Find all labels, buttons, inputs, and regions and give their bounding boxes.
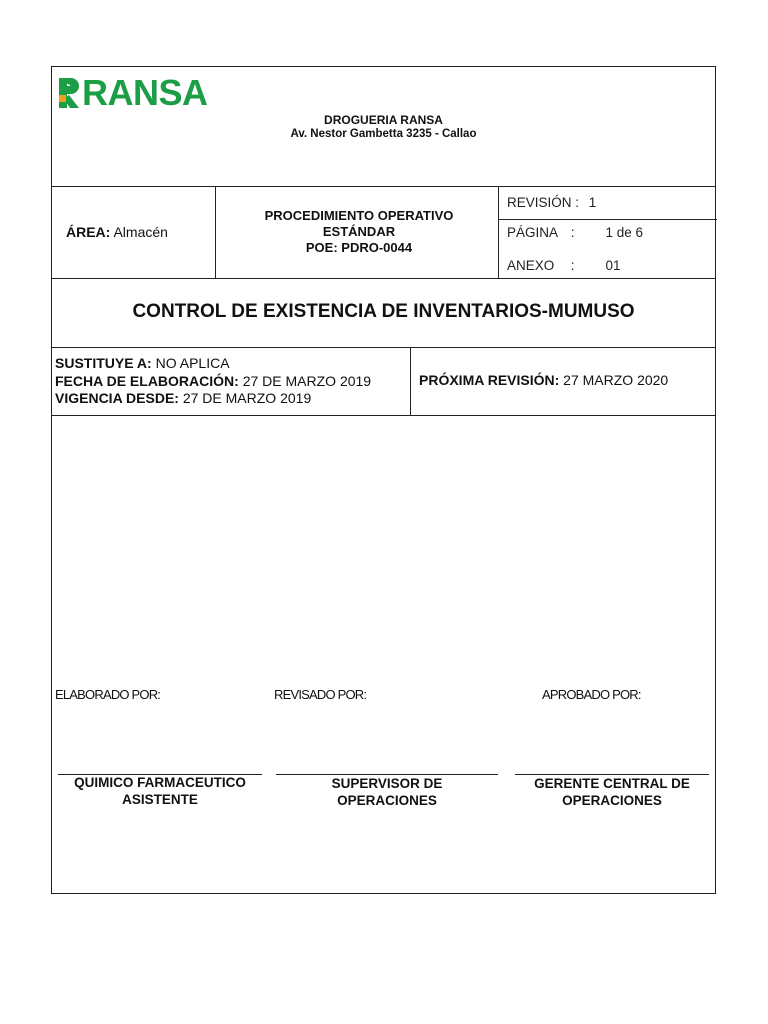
created-value: 27 DE MARZO 2019 xyxy=(242,372,372,389)
prepared-by-role-line: ASISTENTE xyxy=(122,792,198,807)
area-value: Almacén xyxy=(113,224,168,240)
document-frame xyxy=(51,66,716,894)
divider xyxy=(499,219,717,220)
annex-value: 01 xyxy=(605,258,621,273)
annex-separator: : xyxy=(570,258,575,273)
procedure-code: POE: PDRO-0044 xyxy=(305,240,413,255)
divider xyxy=(52,278,715,279)
created-row xyxy=(55,373,371,391)
next-revision-row xyxy=(419,372,668,388)
approved-by-role-line: GERENTE CENTRAL DE xyxy=(534,776,690,791)
replaces-value: NO APLICA xyxy=(155,355,230,371)
divider xyxy=(215,186,216,278)
prepared-by-role xyxy=(55,774,265,808)
revision-field xyxy=(507,195,596,210)
company-name: DROGUERIA RANSA xyxy=(324,113,443,127)
page-field xyxy=(507,225,643,240)
ransa-logo-icon xyxy=(58,77,80,109)
approved-by-role-line: OPERACIONES xyxy=(562,793,662,808)
divider xyxy=(52,415,715,416)
divider xyxy=(410,347,411,415)
metadata-block xyxy=(55,355,371,408)
prepared-by-role-line: QUIMICO FARMACEUTICO xyxy=(74,775,246,790)
area-field xyxy=(66,224,168,240)
area-label: ÁREA: xyxy=(66,224,111,240)
procedure-line: PROCEDIMIENTO OPERATIVO xyxy=(264,208,454,223)
approved-by-label: APROBADO POR: xyxy=(542,687,641,702)
next-revision-value: 27 MARZO 2020 xyxy=(563,372,669,388)
next-revision-label: PRÓXIMA REVISIÓN: xyxy=(419,372,560,388)
revision-label: REVISIÓN : xyxy=(507,195,580,210)
annex-field xyxy=(507,258,621,273)
page-value: 1 de 6 xyxy=(605,225,644,240)
created-label: FECHA DE ELABORACIÓN: xyxy=(55,372,239,389)
procedure-line: ESTÁNDAR xyxy=(322,224,396,239)
page-label: PÁGINA xyxy=(507,225,559,240)
valid-row xyxy=(55,390,371,408)
replaces-row xyxy=(55,355,371,373)
reviewed-by-label: REVISADO POR: xyxy=(274,687,367,702)
document-title: CONTROL DE EXISTENCIA DE INVENTARIOS-MUMUSO xyxy=(132,301,635,322)
revision-value: 1 xyxy=(588,195,597,210)
procedure-block xyxy=(218,208,500,256)
reviewed-by-role xyxy=(276,775,498,809)
prepared-by-label: ELABORADO POR: xyxy=(55,687,161,702)
valid-label: VIGENCIA DESDE: xyxy=(55,390,179,406)
replaces-label: SUSTITUYE A: xyxy=(55,355,152,371)
valid-value: 27 DE MARZO 2019 xyxy=(182,390,312,406)
ransa-logo xyxy=(58,72,208,113)
page-separator: : xyxy=(570,225,575,240)
approved-by-role xyxy=(510,775,714,809)
divider xyxy=(52,347,715,348)
divider xyxy=(52,186,715,187)
reviewed-by-role-line: OPERACIONES xyxy=(337,793,437,808)
company-address: Av. Nestor Gambetta 3235 - Callao xyxy=(290,128,477,140)
logo-text: RANSA xyxy=(82,72,208,113)
reviewed-by-role-line: SUPERVISOR DE xyxy=(331,776,443,791)
annex-label: ANEXO xyxy=(507,258,555,273)
